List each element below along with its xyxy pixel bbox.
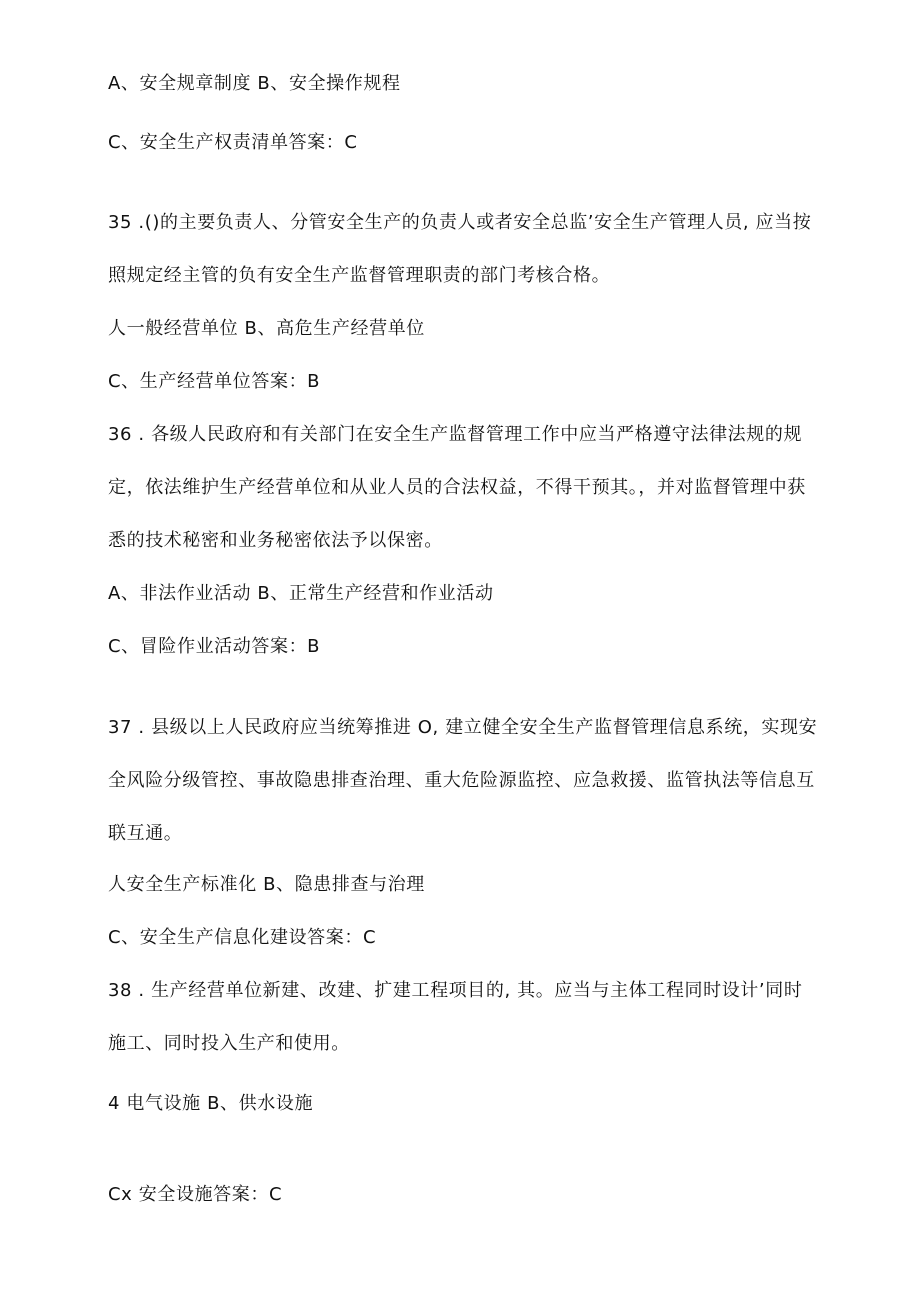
option-line-a-b: A、安全规章制度 B、安全操作规程	[108, 73, 401, 94]
option-line-c-answer: C、安全生产权责清单答案：C	[108, 132, 358, 153]
question-38-line-2: 施工、同时投入生产和使用。	[108, 1033, 350, 1054]
question-35-line-2: 照规定经主管的负有安全生产监督管理职责的部门考核合格。	[108, 265, 611, 286]
question-35-line-1: 35 .()的主要负责人、分管安全生产的负责人或者安全总监’安全生产管理人员, 应当按	[108, 212, 812, 233]
question-36-line-2: 定，依法维护生产经营单位和从业人员的合法权益，不得干预其。，并对监督管理中获	[108, 477, 806, 498]
option-line-a-b: 人一般经营单位 B、高危生产经营单位	[108, 318, 425, 339]
option-line-a-b: A、非法作业活动 B、正常生产经营和作业活动	[108, 583, 494, 604]
question-36-line-3: 悉的技术秘密和业务秘密依法予以保密。	[108, 530, 443, 551]
question-37-line-2: 全风险分级管控、事故隐患排查治理、重大危险源监控、应急救援、监管执法等信息互	[108, 770, 815, 791]
option-line-c-answer: C、生产经营单位答案：B	[108, 371, 321, 392]
question-37-line-3: 联互通。	[108, 823, 183, 844]
option-line-c-answer: C、安全生产信息化建设答案：C	[108, 927, 377, 948]
option-line-c-answer: C、冒险作业活动答案：B	[108, 636, 321, 657]
option-line-a-b: 4 电气设施 B、供水设施	[108, 1093, 314, 1114]
question-36-line-1: 36 . 各级人民政府和有关部门在安全生产监督管理工作中应当严格遵守法律法规的规	[108, 424, 803, 445]
question-37-line-1: 37 . 县级以上人民政府应当统筹推进 O, 建立健全安全生产监督管理信息系统，实现安	[108, 717, 818, 738]
question-38-line-1: 38 . 生产经营单位新建、改建、扩建工程项目的, 其。应当与主体工程同时设计’同时	[108, 980, 803, 1001]
option-line-a-b: 人安全生产标准化 B、隐患排查与治理	[108, 874, 425, 895]
option-line-c-answer: Cx 安全设施答案：C	[108, 1184, 283, 1205]
